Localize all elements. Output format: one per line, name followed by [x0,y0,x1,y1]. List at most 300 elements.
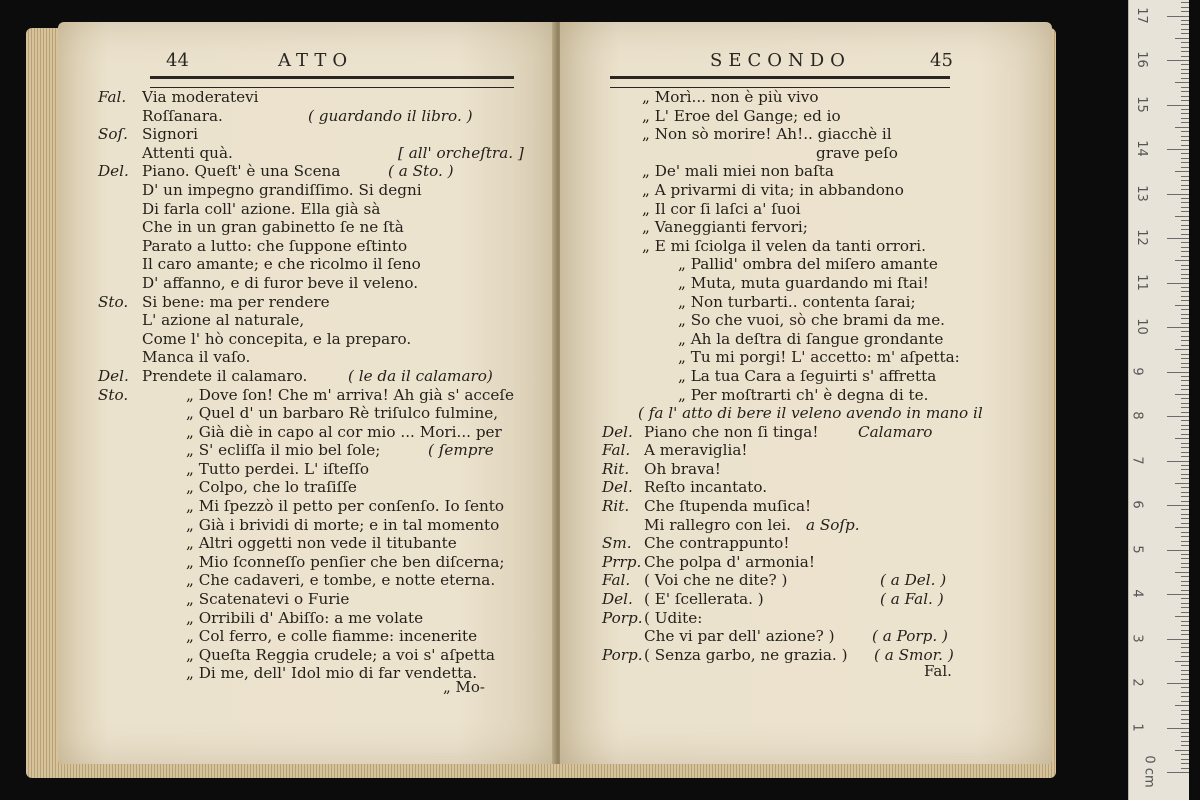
ruler-tick [1181,87,1189,88]
ruler-tick [1181,162,1189,163]
ruler-number: 15 [1133,95,1149,113]
text-line [602,497,1002,516]
line-text: „ Già diè in capo al cor mio ... Mori... per [186,422,502,441]
line-text: „ Tutto perdei. L' iſteſſo [186,459,370,478]
ruler-tick [1181,621,1189,622]
ruler-tick [1181,185,1189,186]
line-text: Prendete il calamaro. [142,366,308,385]
line-text: „ Che cadaveri, e tombe, e notte eterna. [186,571,496,590]
text-line [602,237,1002,256]
ruler-tick [1181,590,1189,591]
ruler-tick [1181,754,1189,755]
speaker-label: Del. [98,366,129,385]
speaker-label: Porp. [602,645,643,664]
ruler-tick [1181,745,1189,746]
ruler-tick [1181,131,1189,132]
text-line [602,107,1002,126]
ruler-tick [1181,380,1189,381]
ruler-tick [1181,541,1189,542]
line-text: Che contrappunto! [644,534,790,553]
text-line [98,571,518,590]
ruler-number: 12 [1133,229,1149,246]
text-line [98,330,518,349]
line-text: „ Non turbarti.. contenta ſarai; [678,292,916,311]
ruler-tick [1175,394,1189,395]
text-line [98,88,518,107]
ruler-number: 11 [1133,273,1149,291]
stage-direction: ( a Porp. ) [872,627,948,646]
ruler-tick [1167,505,1189,506]
line-text: ( Udite: [644,608,703,627]
ruler-tick [1181,29,1189,30]
ruler-tick [1181,20,1189,21]
text-line [98,218,518,237]
text-line [98,181,518,200]
ruler-tick [1181,247,1189,248]
text-line [602,627,1002,646]
ruler-tick [1181,340,1189,341]
stage-direction: ( le da il calamaro) [348,366,493,385]
text-line [602,274,1002,293]
line-text: Che polpa d' armonia! [644,552,815,571]
line-text: „ Vaneggianti fervori; [642,218,808,237]
line-text: „ Dove ſon! Che m' arriva! Ah già s' acceſe [186,385,515,404]
ruler-tick [1167,238,1189,239]
line-text: Come l' hò concepita, e la preparo. [142,329,412,348]
text-line [98,125,518,144]
text-line [98,107,518,126]
line-text: „ Tu mi porgi! L' accetto: m' aſpetta: [678,348,960,367]
ruler-tick [1181,7,1189,8]
line-text: „ Il cor ſi laſci a' ſuoi [642,199,801,218]
head-rule-left [150,76,514,88]
ruler-tick [1181,189,1189,190]
ruler-tick [1175,705,1189,706]
ruler-tick [1175,171,1189,172]
text-line [602,200,1002,219]
line-text: grave peſo [816,143,898,162]
text-line [602,478,1002,497]
line-text: „ Quel d' un barbaro Rè triſulco fulmine, [186,404,499,423]
ruler-tick [1181,153,1189,154]
ruler-number: 2 [1129,678,1145,687]
ruler-tick [1181,554,1189,555]
line-text: D' un impegno grandiſſimo. Si degni [142,180,422,199]
text-line [602,460,1002,479]
line-text: „ Non sò morire! Ah!.. giacchè il [642,125,892,144]
text-line [602,181,1002,200]
stage-direction: ( ſempre [428,441,494,460]
right-text-block [602,88,1002,664]
ruler-tick [1181,501,1189,502]
ruler-tick [1175,127,1189,128]
text-line [98,162,518,181]
ruler-tick [1181,336,1189,337]
ruler-tick [1175,216,1189,217]
head-rule-right [610,76,950,88]
ruler-tick [1181,523,1189,524]
ruler-tick [1175,305,1189,306]
ruler-tick [1181,109,1189,110]
ruler-tick [1181,96,1189,97]
ruler-tick [1181,398,1189,399]
ruler-tick [1167,639,1189,640]
stage-direction: ( fa l' atto di bere il veleno avendo in mano il [638,404,983,423]
ruler-tick [1167,194,1189,195]
line-text: „ Morì... non è più vivo [642,88,819,106]
ruler-tick [1181,229,1189,230]
line-text: ( Senza garbo, ne grazia. ) [644,645,848,664]
ruler-tick [1181,687,1189,688]
ruler-tick [1181,278,1189,279]
text-line [98,590,518,609]
ruler-number: 8 [1129,411,1145,420]
text-line [602,162,1002,181]
ruler-tick [1181,180,1189,181]
ruler-tick [1181,64,1189,65]
text-line [602,404,1002,423]
ruler-tick [1181,345,1189,346]
text-line [98,200,518,219]
stage-direction: ( a Del. ) [880,571,947,590]
ruler-tick [1181,567,1189,568]
ruler-tick [1181,318,1189,319]
ruler-tick [1181,51,1189,52]
text-line [98,627,518,646]
text-line [602,516,1002,535]
ruler-tick [1181,736,1189,737]
ruler-tick [1181,492,1189,493]
ruler-tick [1181,389,1189,390]
line-text: „ Mi ſpezzò il petto per conſenſo. Io ſento [186,497,505,516]
ruler-tick [1167,149,1189,150]
ruler-tick [1181,296,1189,297]
ruler-tick [1181,256,1189,257]
ruler-tick [1181,47,1189,48]
line-text: Si bene: ma per rendere [142,292,330,311]
stage-direction: [ all' orcheſtra. ] [398,143,524,162]
ruler-tick [1175,527,1189,528]
ruler-tick [1181,251,1189,252]
line-text: Oh brava! [644,459,721,478]
speaker-label: Sto. [98,385,129,404]
line-text: Di farla coll' azione. Ella già sà [142,199,381,218]
ruler-tick [1181,474,1189,475]
line-text: „ Pallid' ombra del miſero amante [678,255,938,274]
ruler-number: 10 [1133,318,1149,335]
ruler-tick [1175,616,1189,617]
ruler-number: 0 cm [1141,755,1157,788]
ruler-tick [1181,291,1189,292]
ruler-tick [1175,82,1189,83]
ruler-tick [1167,283,1189,284]
ruler-tick [1181,478,1189,479]
ruler-tick [1181,385,1189,386]
ruler-number: 13 [1133,184,1149,202]
page-number-right: 45 [930,50,953,71]
ruler-tick [1181,136,1189,137]
text-line [98,143,524,163]
ruler-tick [1181,679,1189,680]
line-text: „ Orribili d' Abiſſo: a me volate [186,608,424,627]
ruler-tick [1181,331,1189,332]
ruler-tick [1181,269,1189,270]
line-text: „ Per moſtrarti ch' è degna di te. [678,385,929,404]
line-text: „ Mio ſconneſſo penſier che ben diſcerna; [186,552,505,571]
ruler-tick [1167,728,1189,729]
right-page [560,22,1052,764]
ruler-tick [1181,42,1189,43]
ruler-tick [1181,532,1189,533]
line-text: „ Altri oggetti non vede il titubante [186,534,457,553]
line-text: „ Col ferro, e colle fiamme: incenerite [186,627,478,646]
speaker-label: Sto. [98,292,129,311]
ruler-tick [1181,465,1189,466]
ruler-tick [1181,741,1189,742]
ruler-tick [1181,265,1189,266]
speaker-label: Porp. [602,608,643,627]
line-text: „ Scatenatevi o Furie [186,590,350,609]
text-line [98,460,518,479]
line-text: Piano. Queſt' è una Scena [142,162,341,181]
ruler-tick [1181,696,1189,697]
line-text: Che ſtupenda muſica! [644,497,812,516]
text-line [602,255,1002,274]
ruler-tick [1181,536,1189,537]
ruler-tick [1181,11,1189,12]
line-text: ( E' ſcellerata. ) [644,590,764,609]
text-line [98,553,518,572]
text-line [98,404,518,423]
ruler-tick [1181,122,1189,123]
ruler-tick [1181,630,1189,631]
speaker-label: Del. [98,162,129,181]
ruler-tick [1181,719,1189,720]
text-line [602,367,1002,386]
ruler-tick [1181,207,1189,208]
page-number-left: 44 [166,50,189,71]
ruler-tick [1175,572,1189,573]
ruler-tick [1181,274,1189,275]
line-text: „ De' mali miei non baſta [642,162,834,181]
ruler-tick [1181,211,1189,212]
text-line [602,553,1002,572]
ruler-number: 14 [1133,140,1149,157]
running-head-left: ATTO [278,50,354,71]
ruler-tick [1181,598,1189,599]
ruler-tick [1167,683,1189,684]
text-line [602,571,1002,590]
ruler-number: 1 [1129,722,1145,732]
line-text: L' azione al naturale, [142,311,305,330]
text-line [98,497,518,516]
ruler-tick [1175,750,1189,751]
text-line [98,646,518,665]
ruler-tick [1181,456,1189,457]
text-line [602,88,1002,107]
ruler-tick [1181,167,1189,168]
line-text: „ Muta, muta guardando mi ſtai! [678,273,929,292]
line-text: „ Colpo, che lo traſiſſe [186,478,357,497]
ruler-tick [1181,118,1189,119]
line-text: Il caro amante; e che ricolmo il ſeno [142,255,421,274]
ruler-tick [1175,483,1189,484]
ruler-tick [1175,260,1189,261]
ruler-number: 7 [1129,455,1145,465]
ruler-tick [1181,198,1189,199]
text-line [98,274,518,293]
ruler-number: 17 [1133,6,1149,24]
text-line [602,311,1002,330]
speaker-label: Fal. [602,441,631,460]
stage-direction: Calamaro [858,422,933,441]
ruler-tick [1181,220,1189,221]
ruler-tick [1181,300,1189,301]
ruler-tick [1181,643,1189,644]
line-text: A meraviglia! [644,441,748,460]
text-line [98,478,518,497]
ruler-tick [1181,452,1189,453]
ruler-tick [1167,16,1189,17]
ruler-tick [1181,443,1189,444]
ruler-tick [1181,545,1189,546]
ruler-tick [1181,469,1189,470]
ruler-tick [1167,772,1189,773]
text-line [98,311,518,330]
ruler-number: 4 [1129,589,1145,598]
ruler-tick [1181,768,1189,769]
catchword-right: Fal. [924,662,952,680]
line-text: „ Già i brividi di morte; e in tal momento [186,515,500,534]
text-line [602,590,1002,609]
ruler-tick [1181,563,1189,564]
stage-direction: a Soſp. [806,515,860,534]
line-text: Signori [142,125,199,144]
text-line [98,367,518,386]
speaker-label: Fal. [602,571,631,590]
ruler-tick [1175,38,1189,39]
ruler-tick [1181,514,1189,515]
text-line [98,348,518,367]
text-line [98,516,518,535]
text-line [602,293,1002,312]
text-line [602,441,1002,460]
running-head-right: SECONDO [710,50,851,71]
ruler-tick [1181,412,1189,413]
ruler-tick [1181,674,1189,675]
ruler-tick [1181,420,1189,421]
ruler-number: 6 [1129,500,1145,509]
ruler-tick [1181,576,1189,577]
ruler-tick [1181,763,1189,764]
line-text: „ E mi ſciolga il velen da tanti orrori. [642,236,926,255]
ruler-tick [1181,581,1189,582]
stage-direction: ( a Smor. ) [874,645,954,664]
line-text: Che vi par dell' azione? ) [644,627,835,646]
ruler-tick [1181,585,1189,586]
ruler-tick [1181,24,1189,25]
ruler-tick [1181,652,1189,653]
line-text: ( Voi che ne dite? ) [644,571,788,590]
text-line [98,423,518,442]
ruler-tick [1181,710,1189,711]
ruler-tick [1181,145,1189,146]
line-text: „ Queſta Reggia crudele; a voi s' aſpetta [186,645,495,664]
ruler-tick [1181,91,1189,92]
speaker-label: Prrp. [602,552,642,571]
text-line [98,255,518,274]
ruler-tick [1181,69,1189,70]
ruler-tick [1181,496,1189,497]
ruler-tick [1167,461,1189,462]
ruler-tick [1167,550,1189,551]
text-line [602,386,1002,405]
text-line [602,534,1002,553]
ruler-tick [1167,105,1189,106]
line-text: „ A privarmi di vita; in abbandono [642,180,904,199]
stage-direction: ( a Sto. ) [388,162,454,181]
text-line [602,218,1002,237]
ruler-tick [1181,403,1189,404]
stage-direction: ( guardando il libro. ) [308,106,473,125]
line-text: D' affanno, e di furor beve il veleno. [142,273,419,292]
ruler-tick [1181,73,1189,74]
ruler-tick [1181,202,1189,203]
ruler-tick [1181,701,1189,702]
line-text: „ Ah la deſtra di ſangue grondante [678,329,944,348]
text-line [98,386,518,405]
left-page [58,22,556,764]
ruler-tick [1181,714,1189,715]
ruler-tick [1167,327,1189,328]
line-text: „ La tua Cara a ſeguirti s' affretta [678,366,937,385]
ruler-tick [1181,429,1189,430]
ruler-tick [1181,723,1189,724]
line-text: Roſſanara. [142,106,223,125]
line-text: Piano che non ſi tinga! [644,422,819,441]
text-line [98,534,518,553]
catchword-left: „ Mo- [443,678,485,696]
ruler-tick [1175,661,1189,662]
ruler-tick [1181,367,1189,368]
text-line [602,125,1002,144]
ruler-tick [1181,759,1189,760]
ruler-tick [1181,242,1189,243]
ruler-tick [1175,349,1189,350]
ruler-tick [1181,358,1189,359]
line-text: „ S' ecliſſa il mio bel ſole; [186,441,381,460]
ruler-tick [1181,670,1189,671]
text-line [98,293,518,312]
line-text: „ So che vuoi, sò che brami da me. [678,311,946,330]
ruler-tick [1181,518,1189,519]
ruler-tick [1181,603,1189,604]
ruler-tick [1181,100,1189,101]
ruler-tick [1175,438,1189,439]
ruler-tick [1181,434,1189,435]
speaker-label: Del. [602,478,633,497]
line-text: Mi rallegro con lei. [644,515,791,534]
line-text: Via moderatevi [142,88,259,106]
ruler-tick [1181,634,1189,635]
ruler-tick [1181,376,1189,377]
ruler-number: 16 [1133,51,1149,68]
ruler-tick [1181,225,1189,226]
ruler-number: 5 [1129,544,1145,554]
text-line [602,144,1002,163]
text-line [98,609,518,628]
speaker-label: Rit. [602,459,630,478]
